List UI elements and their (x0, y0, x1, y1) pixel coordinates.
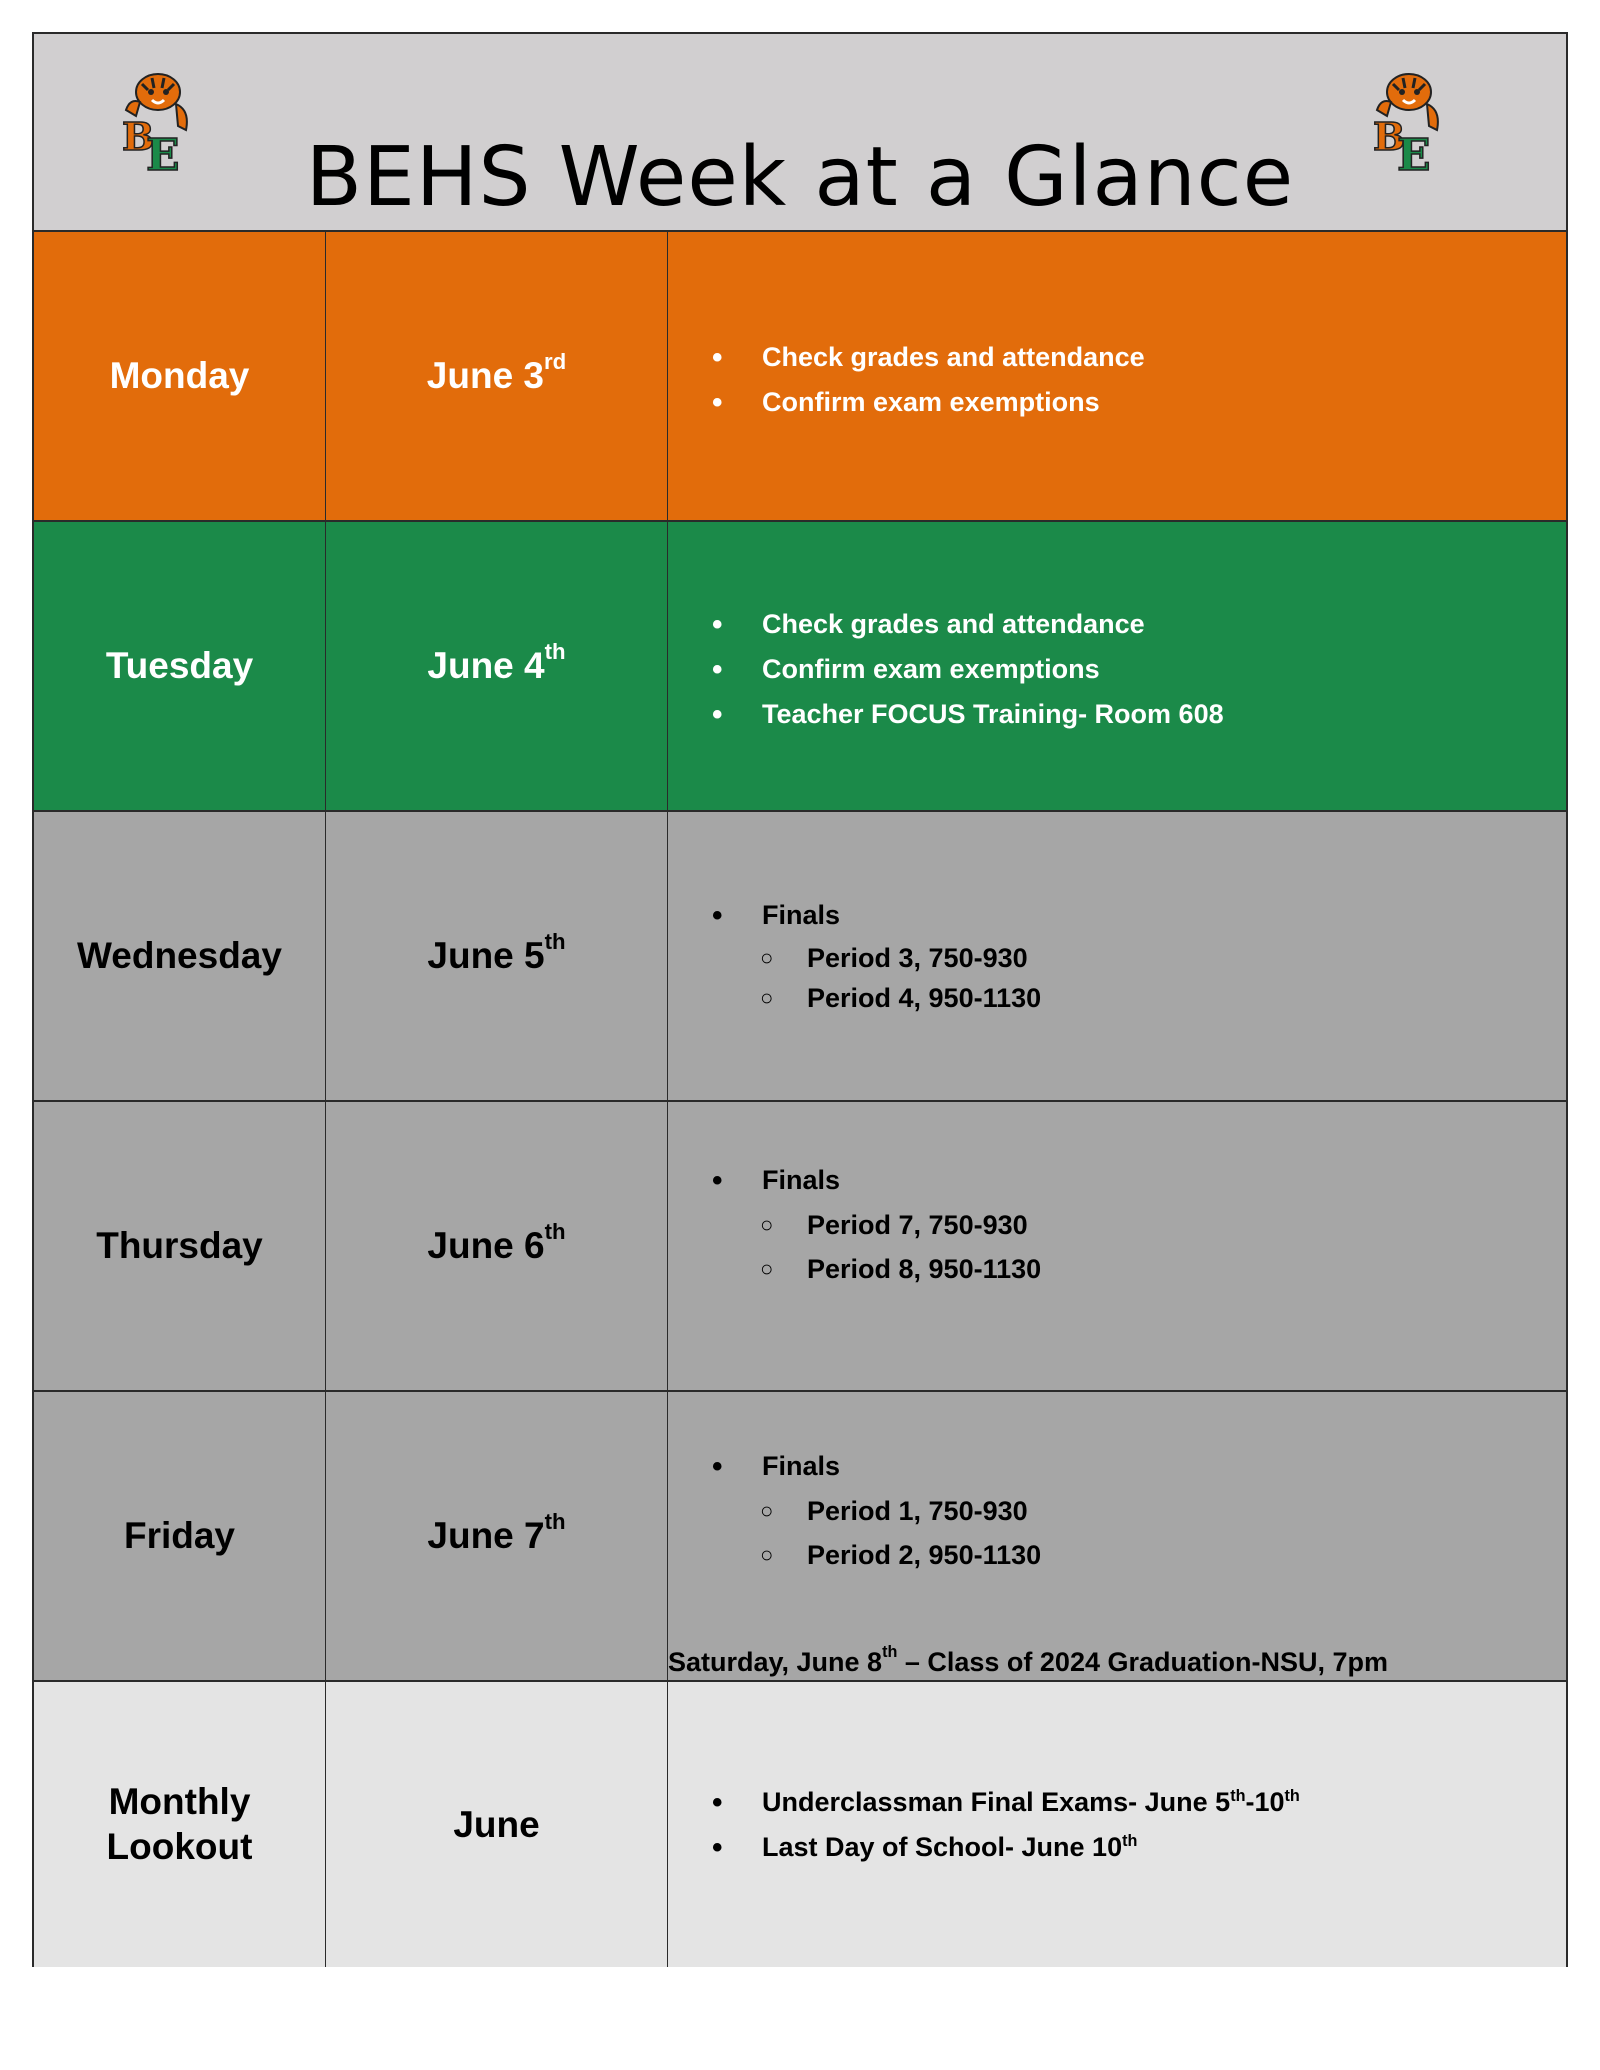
list-item: • Finals ○ Period 1, 750-930 ○ Period 2, 950-1130 (712, 1444, 1041, 1577)
day-label: Monday (109, 354, 250, 396)
list-item: • Confirm exam exemptions (712, 380, 1145, 425)
sub-list-item: ○ Period 7, 750-930 (712, 1203, 1041, 1247)
date-label: June (453, 1803, 540, 1845)
event-list (712, 1780, 1300, 1870)
day-label: Friday (123, 1514, 236, 1556)
list-item: • Teacher FOCUS Training- Room 608 (712, 692, 1224, 737)
event-list (712, 335, 1145, 425)
svg-text:E: E (1397, 130, 1431, 175)
date-label: June 5th (427, 929, 566, 976)
list-item: • Finals ○ Period 7, 750-930 ○ Period 8, 950-1130 (712, 1158, 1041, 1291)
list-item: • Confirm exam exemptions (712, 647, 1224, 692)
tiger-logo-icon (1367, 70, 1447, 175)
sub-list-item: ○ Period 2, 950-1130 (712, 1533, 1041, 1577)
page-title: BEHS Week at a Glance (305, 130, 1295, 225)
sub-list-item: ○ Period 1, 750-930 (712, 1489, 1041, 1533)
table-row-friday (34, 1392, 1566, 1682)
day-label: Thursday (96, 1224, 263, 1266)
day-label: Wednesday (77, 934, 282, 976)
schedule-sheet (32, 32, 1568, 1967)
graduation-note: Saturday, June 8th – Class of 2024 Graduation-NSU, 7pm (668, 1643, 1388, 1677)
list-item: • Finals ○ Period 3, 750-930 ○ Period 4, 950-1130 (712, 893, 1041, 1018)
event-list (712, 1158, 1041, 1291)
table-row-thursday (34, 1102, 1566, 1392)
sub-list-item: ○ Period 8, 950-1130 (712, 1247, 1041, 1291)
date-label: June 6th (427, 1219, 566, 1266)
svg-text:E: E (146, 130, 180, 175)
table-row-monday (34, 232, 1566, 522)
event-list (712, 893, 1041, 1018)
date-label: June 3rd (426, 349, 567, 396)
date-label: June 4th (427, 639, 566, 686)
date-label: June 7th (427, 1509, 566, 1556)
list-item: • Underclassman Final Exams- June 5th-10th (712, 1780, 1300, 1825)
sub-list-item: ○ Period 3, 750-930 (712, 938, 1041, 978)
day-label: Monthly Lookout (106, 1781, 253, 1867)
list-item: • Last Day of School- June 10th (712, 1825, 1300, 1870)
list-item: • Check grades and attendance (712, 602, 1224, 647)
header-bar (34, 34, 1566, 232)
svg-text:B: B (122, 114, 155, 159)
list-item: • Check grades and attendance (712, 335, 1145, 380)
table-row-wednesday (34, 812, 1566, 1102)
sub-list-item: ○ Period 4, 950-1130 (712, 978, 1041, 1018)
svg-text:B: B (1373, 114, 1406, 159)
event-list (712, 602, 1224, 737)
table-row-tuesday (34, 522, 1566, 812)
event-list (712, 1444, 1041, 1577)
table-row-monthly-lookout (34, 1682, 1566, 1967)
day-label: Tuesday (105, 644, 254, 686)
